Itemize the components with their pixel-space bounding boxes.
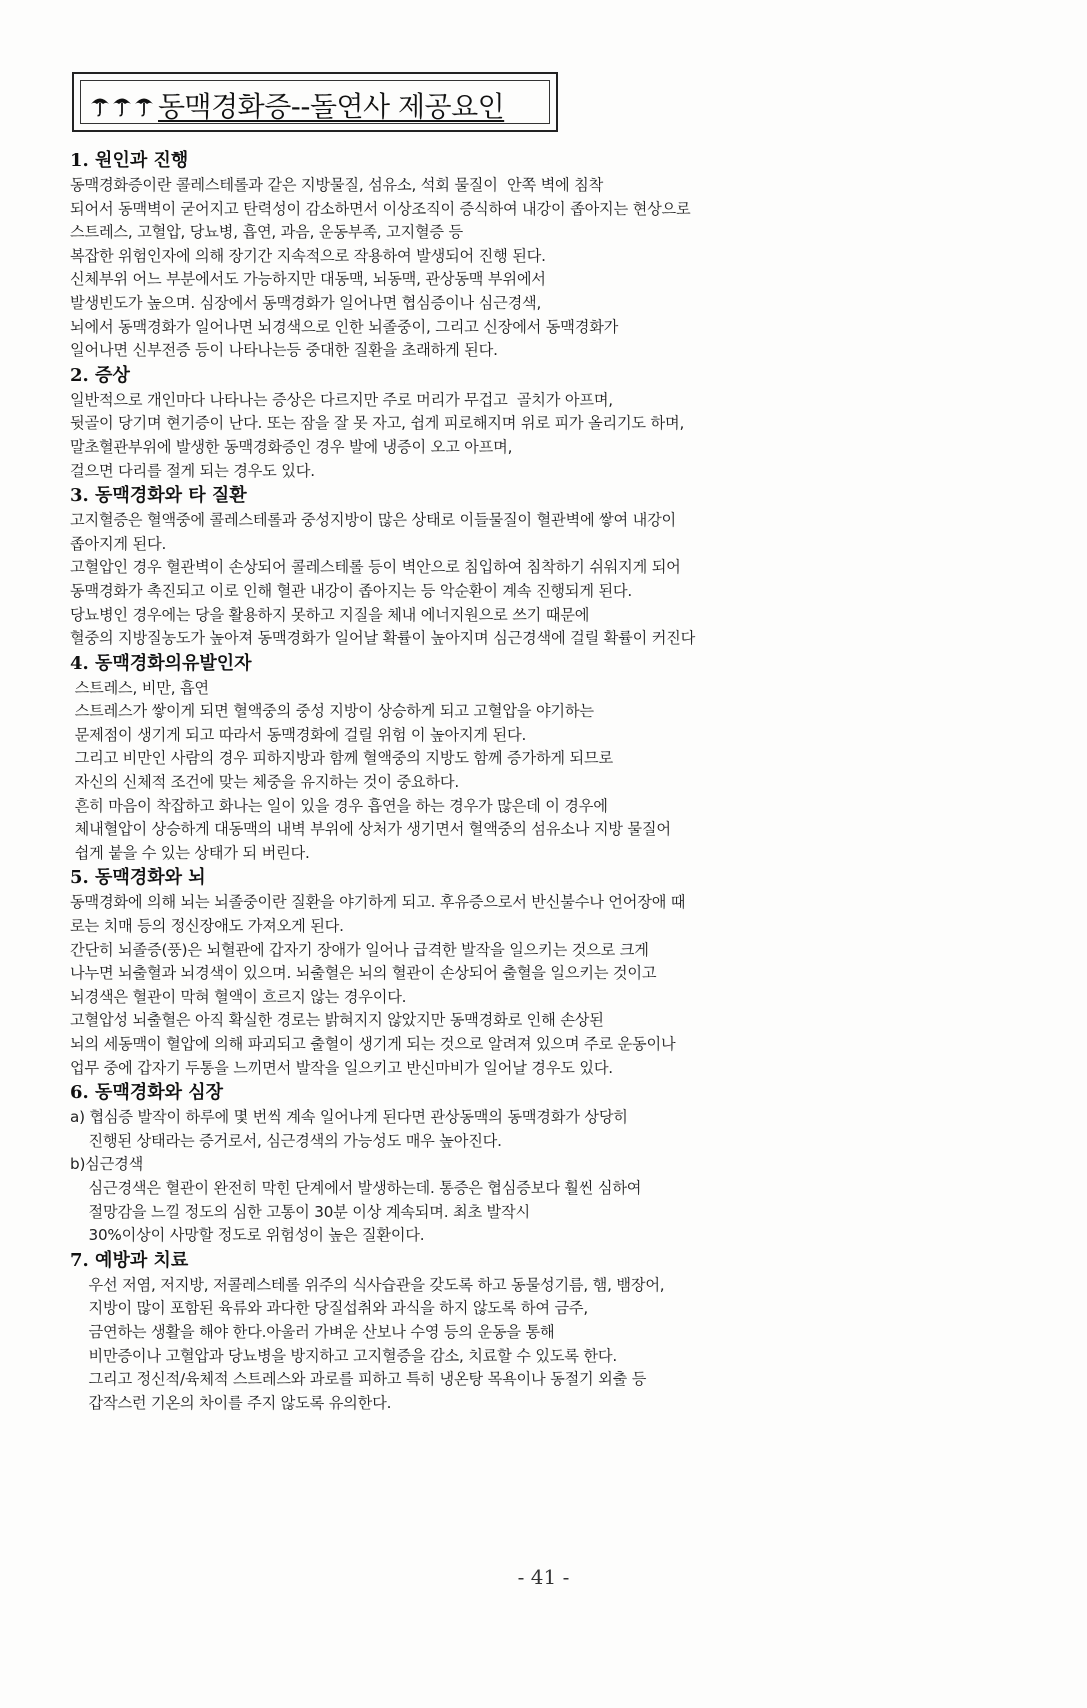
paragraph-line: 금연하는 생활을 해야 한다.아울러 가벼운 산보나 수영 등의 운동을 통해 xyxy=(70,1322,555,1341)
paragraph-line: 스트레스, 비만, 흡연 xyxy=(70,678,209,697)
paragraph-line: 뇌에서 동맥경화가 일어나면 뇌경색으로 인한 뇌졸중이, 그리고 신장에서 동맥경화가 xyxy=(70,317,619,336)
paragraph-line: 스트레스, 고혈압, 당뇨병, 흡연, 과음, 운동부족, 고지혈증 등 xyxy=(70,223,463,242)
paragraph-line: 문제점이 생기게 되고 따라서 동맥경화에 걸릴 위험 이 높아지게 된다. xyxy=(70,725,527,744)
section-heading: 4. 동맥경화의유발인자 xyxy=(70,652,252,674)
umbrella-icon xyxy=(90,93,110,117)
umbrella-icon xyxy=(112,93,132,117)
paragraph-line: 심근경색은 혈관이 완전히 막힌 단계에서 발생하는데. 통증은 협심증보다 훨씬 심하여 xyxy=(70,1178,642,1197)
page-number: - 41 - xyxy=(517,1565,570,1589)
paragraph-line: 로는 치매 등의 정신장애도 가져오게 된다. xyxy=(70,917,344,936)
paragraph-line: 고지혈증은 혈액중에 콜레스테롤과 중성지방이 많은 상태로 이들물질이 혈관벽에 쌓여 내강이 xyxy=(70,511,677,530)
section xyxy=(70,1248,970,1416)
section xyxy=(70,651,970,866)
paragraph-line: 혈중의 지방질농도가 높아져 동맥경화가 일어날 확률이 높아지며 심근경색에 걸릴 확률이 커진다 xyxy=(70,629,696,648)
paragraph-line: 동맥경화에 의해 뇌는 뇌졸중이란 질환을 야기하게 되고. 후유증으로서 반신불수나 언어장애 때 xyxy=(70,893,686,912)
paragraph-line: 좁아지게 된다. xyxy=(70,534,167,553)
paragraph-line: 나누면 뇌출혈과 뇌경색이 있으며. 뇌출혈은 뇌의 혈관이 손상되어 출혈을 일으키는 것이고 xyxy=(70,964,657,983)
paragraph-line: 업무 중에 갑자기 두통을 느끼면서 발작을 일으키고 반신마비가 일어날 경우도 있다. xyxy=(70,1058,613,1077)
section-heading: 2. 증상 xyxy=(70,364,130,386)
section-heading: 5. 동맥경화와 뇌 xyxy=(70,867,206,889)
umbrella-icons xyxy=(90,93,154,117)
paragraph-line: 비만증이나 고혈압과 당뇨병을 방지하고 고지혈증을 감소, 치료할 수 있도록 한다. xyxy=(70,1346,617,1365)
paragraph-line: 간단히 뇌졸증(풍)은 뇌혈관에 갑자기 장애가 일어나 급격한 발작을 일으키는 것으로 크게 xyxy=(70,940,649,959)
section-heading: 7. 예방과 치료 xyxy=(70,1249,189,1271)
section-heading: 3. 동맥경화와 타 질환 xyxy=(70,485,247,507)
paragraph-line: 동맥경화증이란 콜레스테롤과 같은 지방물질, 섬유소, 석회 물질이 안쪽 벽에 침착 xyxy=(70,176,604,194)
paragraph-line: 그리고 정신적/육체적 스트레스와 과로를 피하고 특히 냉온탕 목욕이나 동절기 외출 등 xyxy=(70,1370,647,1389)
paragraph-line: b)심근경색 xyxy=(70,1155,144,1174)
paragraph-line: 절망감을 느낄 정도의 심한 고통이 30분 이상 계속되며. 최초 발작시 xyxy=(70,1202,530,1221)
section xyxy=(70,1080,970,1248)
paragraph-line: 스트레스가 쌓이게 되면 혈액중의 중성 지방이 상승하게 되고 고혈압을 야기하는 xyxy=(70,702,594,721)
paragraph-line: 자신의 신체적 조건에 맞는 체중을 유지하는 것이 중요하다. xyxy=(70,773,459,792)
section xyxy=(70,148,970,363)
paragraph-line: 당뇨병인 경우에는 당을 활용하지 못하고 지질을 체내 에너지원으로 쓰기 때문에 xyxy=(70,605,590,624)
paragraph-line: 발생빈도가 높으며. 심장에서 동맥경화가 일어나면 협심증이나 심근경색, xyxy=(70,293,542,312)
paragraph-line: a) 협심증 발작이 하루에 몇 번씩 계속 일어나게 된다면 관상동맥의 동맥경화가 상당히 xyxy=(70,1108,628,1127)
paragraph-line: 일어나면 신부전증 등이 나타나는등 중대한 질환을 초래하게 된다. xyxy=(70,341,498,360)
section-heading: 1. 원인과 진행 xyxy=(70,150,189,171)
title-box xyxy=(72,72,558,132)
paragraph-line: 쉽게 붙을 수 있는 상태가 되 버린다. xyxy=(70,843,310,862)
paragraph-line: 고혈압인 경우 혈관벽이 손상되어 콜레스테롤 등이 벽안으로 침입하여 침착하기 쉬워지게 되어 xyxy=(70,558,681,577)
paragraph-line: 체내혈압이 상승하게 대동맥의 내벽 부위에 상처가 생기면서 혈액중의 섬유소나 지방 물질어 xyxy=(70,820,671,839)
paragraph-line: 신체부위 어느 부분에서도 가능하지만 대동맥, 뇌동맥, 관상동맥 부위에서 xyxy=(70,270,546,289)
paragraph-line: 지방이 많이 포함된 육류와 과다한 당질섭취와 과식을 하지 않도록 하여 금주, xyxy=(70,1299,589,1318)
paragraph-line: 말초혈관부위에 발생한 동맥경화증인 경우 발에 냉증이 오고 아프며, xyxy=(70,437,513,456)
paragraph-line: 갑작스런 기온의 차이를 주지 않도록 유의한다. xyxy=(70,1393,392,1412)
paragraph-line: 일반적으로 개인마다 나타나는 증상은 다르지만 주로 머리가 무겁고 골치가 아프며, xyxy=(70,390,613,409)
paragraph-line: 30%이상이 사망할 정도로 위험성이 높은 질환이다. xyxy=(70,1226,425,1245)
title-content xyxy=(90,85,504,125)
paragraph-line: 뇌경색은 혈관이 막혀 혈액이 흐르지 않는 경우이다. xyxy=(70,987,407,1006)
page-title: 동맥경화증--돌연사 제공요인 xyxy=(158,90,505,123)
paragraph-line: 진행된 상태라는 증거로서, 심근경색의 가능성도 매우 높아진다. xyxy=(70,1131,502,1150)
paragraph-line: 동맥경화가 촉진되고 이로 인해 혈관 내강이 좁아지는 등 악순환이 계속 진행되게 된다. xyxy=(70,581,633,600)
section xyxy=(70,865,970,1080)
section-heading: 6. 동맥경화와 심장 xyxy=(70,1082,224,1104)
paragraph-line: 흔히 마음이 착잡하고 화나는 일이 있을 경우 흡연을 하는 경우가 많은데 이 경우에 xyxy=(70,796,608,815)
paragraph-line: 뇌의 세동맥이 혈압에 의해 파괴되고 출혈이 생기게 되는 것으로 알려져 있으며 주로 운동이나 xyxy=(70,1035,676,1053)
paragraph-line: 되어서 동맥벽이 굳어지고 탄력성이 감소하면서 이상조직이 증식하여 내강이 좁아지는 현상으로 xyxy=(70,199,691,218)
section xyxy=(70,363,970,483)
umbrella-icon xyxy=(134,93,154,117)
section xyxy=(70,483,970,651)
document-body xyxy=(70,148,970,1415)
paragraph-line: 그리고 비만인 사람의 경우 피하지방과 함께 혈액중의 지방도 함께 증가하게 되므로 xyxy=(70,749,613,768)
paragraph-line: 복잡한 위험인자에 의해 장기간 지속적으로 작용하여 발생되어 진행 된다. xyxy=(70,246,546,265)
paragraph-line: 뒷골이 당기며 현기증이 난다. 또는 잠을 잘 못 자고, 쉽게 피로해지며 위로 피가 올리기도 하며, xyxy=(70,414,685,433)
paragraph-line: 우선 저염, 저지방, 저콜레스테롤 위주의 식사습관을 갖도록 하고 동물성기름, 햄, 뱀장어, xyxy=(70,1275,665,1294)
paragraph-line: 걸으면 다리를 절게 되는 경우도 있다. xyxy=(70,461,315,480)
paragraph-line: 고혈압성 뇌출혈은 아직 확실한 경로는 밝혀지지 않았지만 동맥경화로 인해 손상된 xyxy=(70,1011,604,1030)
